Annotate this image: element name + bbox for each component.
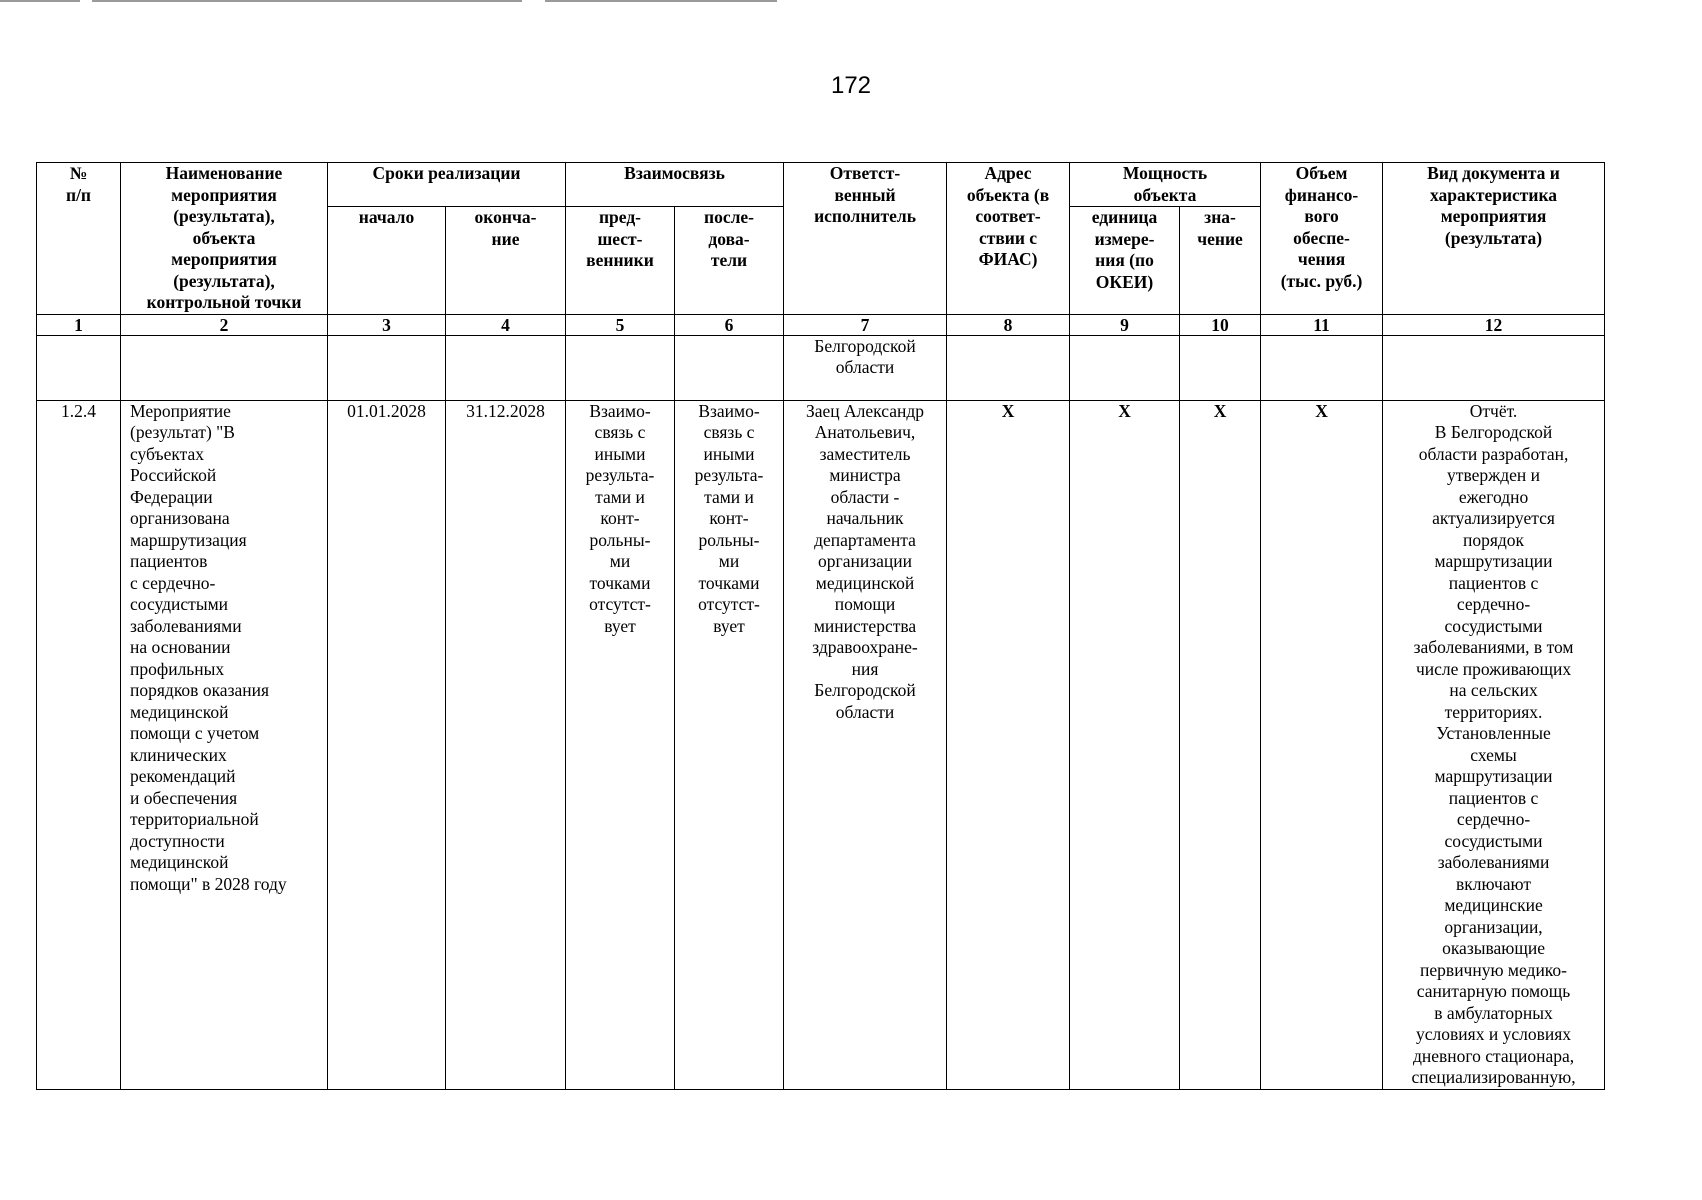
top-rule-middle — [92, 0, 522, 2]
measures-table — [36, 162, 1605, 1090]
column-number: 12 — [1383, 314, 1605, 335]
header-funding: Объем финансо- вого обеспе- чения (тыс. руб.) — [1261, 163, 1383, 315]
cont-cell — [566, 335, 675, 400]
header-group-links: Взаимосвязь — [566, 163, 784, 207]
row-start: 01.01.2028 — [328, 400, 446, 1089]
header-group-terms: Сроки реализации — [328, 163, 566, 207]
column-number: 8 — [947, 314, 1070, 335]
row-document: Отчёт. В Белгородской области разработан, утвержден и ежегодно актуализируется порядок маршрутизации пациентов с сердечно- сосудистыми заболеваниями, в том числе проживающих на сельских территориях. Установленные схемы маршрутизации пациентов с сердечно- сосудистыми заболеваниями включают медицинские организации, оказывающие первичную медико- санитарную помощь в амбулаторных условиях и условиях дневного стационара, специализированную, — [1383, 400, 1605, 1089]
cont-cell — [446, 335, 566, 400]
cont-cell — [675, 335, 784, 400]
column-number: 6 — [675, 314, 784, 335]
row-value: X — [1180, 400, 1261, 1089]
row-unit: X — [1070, 400, 1180, 1089]
top-rule-left — [0, 0, 80, 2]
column-number: 3 — [328, 314, 446, 335]
header-address: Адрес объекта (в соответ- ствии с ФИАС) — [947, 163, 1070, 315]
header-successors: после- дова- тели — [675, 207, 784, 314]
header-end: оконча- ние — [446, 207, 566, 314]
header-group-capacity: Мощность объекта — [1070, 163, 1261, 207]
column-number: 5 — [566, 314, 675, 335]
page-number: 172 — [830, 72, 872, 99]
table-row — [37, 400, 1605, 1089]
column-number: 4 — [446, 314, 566, 335]
cont-cell — [328, 335, 446, 400]
cont-responsible: Белгородской области — [784, 335, 947, 400]
header-responsible: Ответст- венный исполнитель — [784, 163, 947, 315]
row-successors: Взаимо- связь с иными результа- тами и конт- рольны- ми точками отсутст- вует — [675, 400, 784, 1089]
header-number: № п/п — [37, 163, 121, 315]
row-predecessors: Взаимо- связь с иными результа- тами и конт- рольны- ми точками отсутст- вует — [566, 400, 675, 1089]
cont-cell — [1070, 335, 1180, 400]
header-start: начало — [328, 207, 446, 314]
header-value: зна- чение — [1180, 207, 1261, 314]
column-number: 7 — [784, 314, 947, 335]
cont-cell — [121, 335, 328, 400]
column-number: 2 — [121, 314, 328, 335]
cont-cell — [1261, 335, 1383, 400]
header-predecessors: пред- шест- венники — [566, 207, 675, 314]
header-document: Вид документа и характеристика мероприятия (результата) — [1383, 163, 1605, 315]
column-number-row — [37, 314, 1605, 335]
column-number: 1 — [37, 314, 121, 335]
column-number: 10 — [1180, 314, 1261, 335]
row-end: 31.12.2028 — [446, 400, 566, 1089]
top-rule-right — [545, 0, 777, 2]
column-number: 11 — [1261, 314, 1383, 335]
cont-cell — [1383, 335, 1605, 400]
row-name: Мероприятие (результат) "В субъектах Российской Федерации организована маршрутизация пациентов с сердечно- сосудистыми заболеваниями на основании профильных порядков оказания медицинской помощи с учетом клинических рекомендаций и обеспечения территориальной доступности медицинской помощи" в 2028 году — [121, 400, 328, 1089]
continuation-row — [37, 335, 1605, 400]
row-number: 1.2.4 — [37, 400, 121, 1089]
column-number: 9 — [1070, 314, 1180, 335]
header-name: Наименование мероприятия (результата), объекта мероприятия (результата), контрольной точки — [121, 163, 328, 315]
row-funding: X — [1261, 400, 1383, 1089]
cont-cell — [947, 335, 1070, 400]
row-address: X — [947, 400, 1070, 1089]
cont-cell — [37, 335, 121, 400]
cont-cell — [1180, 335, 1261, 400]
row-responsible: Заец Александр Анатольевич, заместитель министра области - начальник департамента организации медицинской помощи министерства здравоохране- ния Белгородской области — [784, 400, 947, 1089]
header-unit: единица измере- ния (по ОКЕИ) — [1070, 207, 1180, 314]
